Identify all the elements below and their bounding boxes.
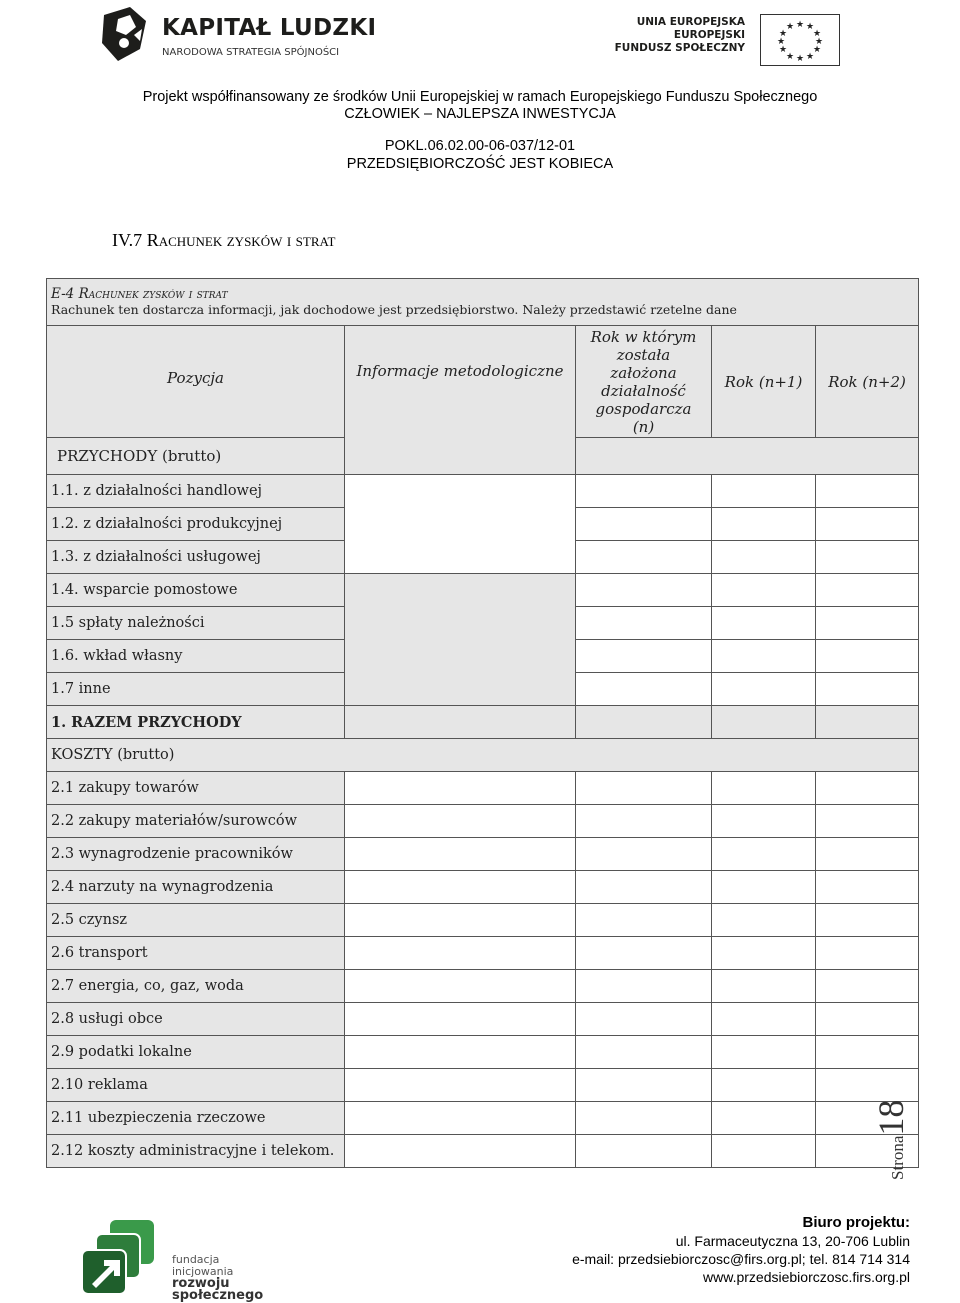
methodology-note-cell[interactable] <box>345 838 576 871</box>
cost-row-label: 2.3 wynagrodzenie pracowników <box>47 838 345 871</box>
revenue-row-label: 1.5 spłaty należności <box>47 607 345 640</box>
value-cell-year-n1[interactable] <box>712 574 816 607</box>
form-title: E-4 Rachunek zysków i strat <box>51 286 228 302</box>
value-cell-year-n1[interactable] <box>712 1036 816 1069</box>
value-cell-year-n2[interactable] <box>816 772 919 805</box>
revenue-row-label: 1.7 inne <box>47 673 345 706</box>
eu-flag-icon <box>760 14 840 66</box>
value-cell-year-n2[interactable] <box>816 475 919 508</box>
income-statement-table <box>46 278 919 1168</box>
value-cell-year-n1[interactable] <box>712 772 816 805</box>
kapital-ludzki-title: KAPITAŁ LUDZKI <box>162 15 377 41</box>
foundation-logo <box>80 1218 280 1302</box>
value-cell-year-n1[interactable] <box>712 1135 816 1168</box>
kapital-ludzki-emblem-icon <box>100 5 152 63</box>
methodology-note-cell[interactable] <box>345 1069 576 1102</box>
value-cell-year-n[interactable] <box>576 937 712 970</box>
cost-row <box>47 904 919 937</box>
value-cell-year-n[interactable] <box>576 772 712 805</box>
methodology-note-cell[interactable] <box>345 805 576 838</box>
eu-logo-text <box>615 16 745 55</box>
svg-text:★: ★ <box>776 37 786 47</box>
svg-text:★: ★ <box>812 29 822 39</box>
value-cell-year-n2[interactable] <box>816 607 919 640</box>
methodology-note-cell[interactable] <box>345 937 576 970</box>
value-cell-year-n[interactable] <box>576 574 712 607</box>
revenue-row-label: 1.4. wsparcie pomostowe <box>47 574 345 607</box>
cost-row-label: 2.6 transport <box>47 937 345 970</box>
cost-row <box>47 1069 919 1102</box>
cost-row-label: 2.11 ubezpieczenia rzeczowe <box>47 1102 345 1135</box>
value-cell-year-n1[interactable] <box>712 640 816 673</box>
eu-line-3: FUNDUSZ SPOŁECZNY <box>614 42 745 54</box>
project-name: PRZEDSIĘBIORCZOŚĆ JEST KOBIECA <box>346 156 614 172</box>
svg-text:★: ★ <box>778 29 788 39</box>
office-website[interactable]: www.przedsiebiorczosc.firs.org.pl <box>703 1269 910 1285</box>
form-description: Rachunek ten dostarcza informacji, jak dochodowe jest przedsiębiorstwo. Należy przedstawić rzetelne dane <box>51 302 737 317</box>
column-header-year-n2: Rok (n+2) <box>816 326 919 438</box>
revenue-rows <box>47 475 919 706</box>
value-cell-year-n1[interactable] <box>712 805 816 838</box>
revenue-total-row <box>47 706 919 739</box>
value-cell-year-n[interactable] <box>576 970 712 1003</box>
cost-row <box>47 970 919 1003</box>
revenue-row <box>47 475 919 508</box>
eu-line-1: UNIA EUROPEJSKA <box>636 16 745 28</box>
cost-row <box>47 838 919 871</box>
costs-header: KOSZTY (brutto) <box>47 739 919 772</box>
revenue-row-label: 1.3. z działalności usługowej <box>47 541 345 574</box>
cost-row-label: 2.4 narzuty na wynagrodzenia <box>47 871 345 904</box>
column-header-methodology: Informacje metodologiczne <box>345 326 576 475</box>
svg-text:★: ★ <box>805 52 815 62</box>
cost-row <box>47 772 919 805</box>
methodology-note-cell[interactable] <box>345 1102 576 1135</box>
cost-row-label: 2.1 zakupy towarów <box>47 772 345 805</box>
revenue-total-methodology-cell <box>345 706 576 739</box>
value-cell-year-n2[interactable] <box>816 937 919 970</box>
eu-line-2: EUROPEJSKI <box>673 29 745 41</box>
value-cell-year-n1[interactable] <box>712 871 816 904</box>
office-contact: e-mail: przedsiebiorczosc@firs.org.pl; tel. 814 714 314 <box>572 1251 910 1267</box>
value-cell-year-n[interactable] <box>576 1036 712 1069</box>
column-header-year-n1: Rok (n+1) <box>712 326 816 438</box>
project-cofinancing-line: Projekt współfinansowany ze środków Unii Europejskiej w ramach Europejskiego Funduszu Społecznego <box>142 89 818 105</box>
value-cell-year-n1[interactable] <box>712 970 816 1003</box>
revenue-total-label: 1. RAZEM PRZYCHODY <box>47 706 345 739</box>
value-cell-year-n[interactable] <box>576 838 712 871</box>
value-cell-year-n2[interactable] <box>816 1003 919 1036</box>
value-cell-year-n[interactable] <box>576 1069 712 1102</box>
revenue-total-year-n2 <box>816 706 919 739</box>
section-number: IV.7 <box>112 230 147 250</box>
section-title <box>112 230 335 251</box>
methodology-note-cell[interactable] <box>345 1003 576 1036</box>
value-cell-year-n1[interactable] <box>712 1069 816 1102</box>
svg-text:★: ★ <box>795 54 805 64</box>
page-number: Strona18 <box>871 1099 911 1180</box>
cost-rows <box>47 772 919 1168</box>
office-address: ul. Farmaceutyczna 13, 20-706 Lublin <box>675 1233 910 1249</box>
methodology-note-cell[interactable] <box>345 772 576 805</box>
value-cell-year-n2[interactable] <box>816 970 919 1003</box>
cost-row-label: 2.2 zakupy materiałów/surowców <box>47 805 345 838</box>
cost-row-label: 2.12 koszty administracyjne i telekom. <box>47 1135 345 1168</box>
column-header-position: Pozycja <box>47 326 345 438</box>
cost-row-label: 2.8 usługi obce <box>47 1003 345 1036</box>
value-cell-year-n[interactable] <box>576 607 712 640</box>
value-cell-year-n1[interactable] <box>712 607 816 640</box>
svg-text:★: ★ <box>805 22 815 32</box>
value-cell-year-n[interactable] <box>576 1102 712 1135</box>
revenue-row-label: 1.1. z działalności handlowej <box>47 475 345 508</box>
value-cell-year-n2[interactable] <box>816 904 919 937</box>
svg-text:★: ★ <box>785 52 795 62</box>
column-header-year-n: Rok w którym została założona działalność gospodarcza (n) <box>576 326 712 438</box>
svg-text:★: ★ <box>778 45 788 55</box>
value-cell-year-n1[interactable] <box>712 673 816 706</box>
methodology-note-cell[interactable] <box>345 1135 576 1168</box>
value-cell-year-n2[interactable] <box>816 640 919 673</box>
svg-text:★: ★ <box>814 37 824 47</box>
value-cell-year-n[interactable] <box>576 640 712 673</box>
value-cell-year-n[interactable] <box>576 475 712 508</box>
value-cell-year-n[interactable] <box>576 508 712 541</box>
value-cell-year-n[interactable] <box>576 541 712 574</box>
revenue-header: PRZYCHODY (brutto) <box>47 438 345 475</box>
methodology-note-cell[interactable] <box>345 904 576 937</box>
methodology-note-cell[interactable] <box>345 970 576 1003</box>
value-cell-year-n[interactable] <box>576 871 712 904</box>
value-cell-year-n1[interactable] <box>712 904 816 937</box>
value-cell-year-n2[interactable] <box>816 508 919 541</box>
form-header <box>47 279 919 326</box>
value-cell-year-n[interactable] <box>576 673 712 706</box>
value-cell-year-n[interactable] <box>576 805 712 838</box>
methodology-note-cell[interactable] <box>345 475 576 574</box>
revenue-row <box>47 574 919 607</box>
methodology-disabled-cell <box>345 574 576 706</box>
revenue-total-year-n <box>576 706 712 739</box>
section-title-text: Rachunek zysków i strat <box>146 230 336 250</box>
svg-text:★: ★ <box>812 45 822 55</box>
cost-row <box>47 1036 919 1069</box>
value-cell-year-n[interactable] <box>576 1135 712 1168</box>
svg-text:★: ★ <box>785 22 795 32</box>
methodology-note-cell[interactable] <box>345 871 576 904</box>
cost-row <box>47 871 919 904</box>
svg-text:★: ★ <box>795 20 805 30</box>
value-cell-year-n2[interactable] <box>816 574 919 607</box>
value-cell-year-n2[interactable] <box>816 1036 919 1069</box>
revenue-total-year-n1 <box>712 706 816 739</box>
revenue-row-label: 1.6. wkład własny <box>47 640 345 673</box>
foundation-arrow-icon <box>80 1218 166 1302</box>
revenue-header-filler <box>576 438 919 475</box>
costs-header-row <box>47 739 919 772</box>
value-cell-year-n1[interactable] <box>712 508 816 541</box>
value-cell-year-n2[interactable] <box>816 541 919 574</box>
value-cell-year-n1[interactable] <box>712 937 816 970</box>
project-code: POKL.06.02.00-06-037/12-01 <box>384 138 576 154</box>
value-cell-year-n1[interactable] <box>712 475 816 508</box>
value-cell-year-n1[interactable] <box>712 541 816 574</box>
cost-row <box>47 937 919 970</box>
kapital-ludzki-subtitle: NARODOWA STRATEGIA SPÓJNOŚCI <box>162 47 340 58</box>
cost-row <box>47 805 919 838</box>
value-cell-year-n1[interactable] <box>712 838 816 871</box>
cost-row-label: 2.9 podatki lokalne <box>47 1036 345 1069</box>
revenue-row-label: 1.2. z działalności produkcyjnej <box>47 508 345 541</box>
eu-logo <box>614 14 840 69</box>
methodology-note-cell[interactable] <box>345 1036 576 1069</box>
cost-row-label: 2.10 reklama <box>47 1069 345 1102</box>
value-cell-year-n2[interactable] <box>816 805 919 838</box>
kapital-ludzki-logo <box>100 5 377 67</box>
value-cell-year-n2[interactable] <box>816 673 919 706</box>
cost-row <box>47 1003 919 1036</box>
value-cell-year-n1[interactable] <box>712 1003 816 1036</box>
project-office-info <box>572 1214 910 1286</box>
project-slogan: CZŁOWIEK – NAJLEPSZA INWESTYCJA <box>344 106 616 122</box>
value-cell-year-n[interactable] <box>576 1003 712 1036</box>
office-label: Biuro projektu: <box>802 1214 910 1231</box>
foundation-name: fundacja inicjowania rozwoju społecznego <box>172 1253 264 1303</box>
value-cell-year-n1[interactable] <box>712 1102 816 1135</box>
value-cell-year-n2[interactable] <box>816 871 919 904</box>
cost-row-label: 2.7 energia, co, gaz, woda <box>47 970 345 1003</box>
cost-row <box>47 1135 919 1168</box>
value-cell-year-n2[interactable] <box>816 1069 919 1102</box>
cost-row-label: 2.5 czynsz <box>47 904 345 937</box>
value-cell-year-n[interactable] <box>576 904 712 937</box>
cost-row <box>47 1102 919 1135</box>
value-cell-year-n2[interactable] <box>816 838 919 871</box>
